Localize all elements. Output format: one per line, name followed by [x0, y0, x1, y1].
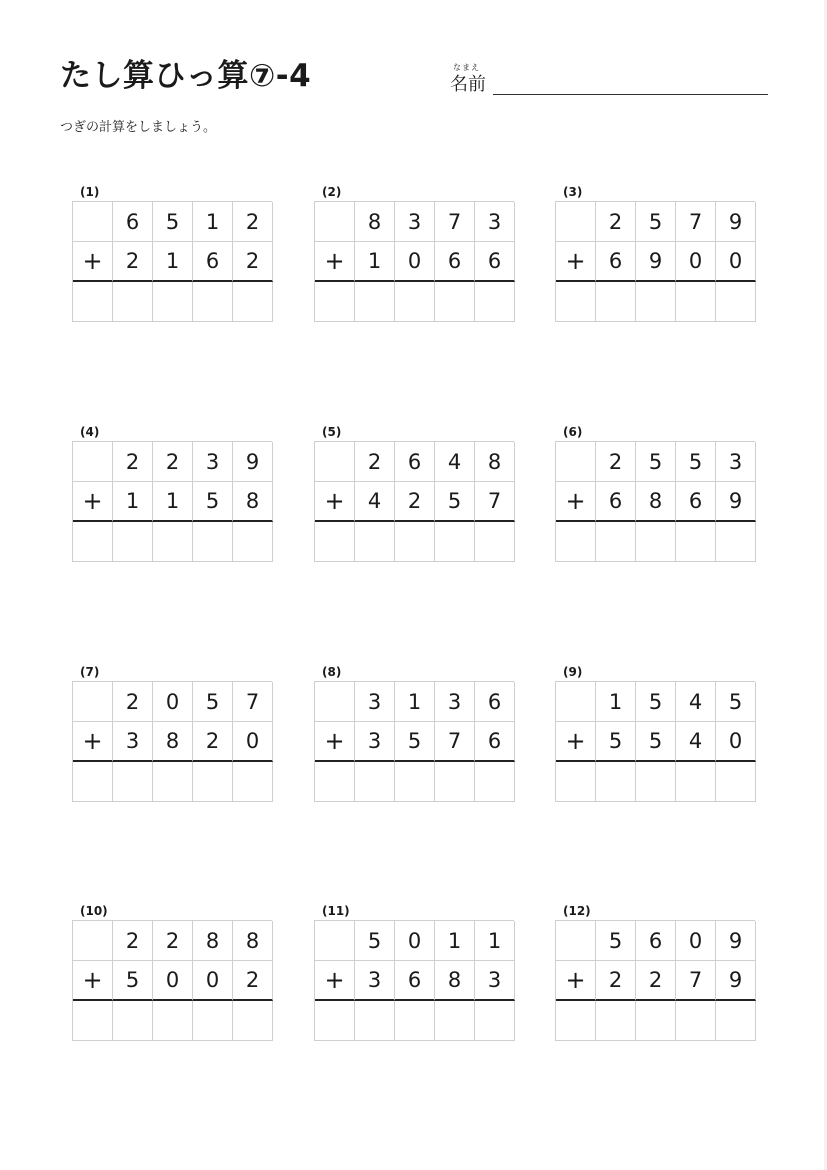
top-digit: 6 — [636, 921, 676, 961]
problem-label: (8) — [322, 665, 342, 679]
bottom-digit: 3 — [355, 961, 395, 1001]
plus-sign: + — [556, 242, 596, 282]
answer-cell[interactable] — [395, 282, 435, 322]
instruction-text: つぎの計算をしましょう。 — [60, 120, 217, 135]
top-digit: 2 — [596, 202, 636, 242]
answer-cell[interactable] — [475, 1001, 515, 1041]
bottom-digit: 6 — [475, 722, 515, 762]
problem-label: (1) — [80, 185, 100, 199]
bottom-digit: 0 — [716, 722, 756, 762]
answer-cell[interactable] — [556, 282, 596, 322]
answer-cell[interactable] — [193, 522, 233, 562]
bottom-digit: 0 — [676, 242, 716, 282]
top-digit: 6 — [395, 442, 435, 482]
answer-cell[interactable] — [556, 522, 596, 562]
addition-grid — [72, 681, 272, 802]
empty-cell — [73, 202, 113, 242]
bottom-digit: 2 — [233, 242, 273, 282]
problem-11 — [314, 904, 514, 1040]
top-digit: 0 — [395, 921, 435, 961]
answer-cell[interactable] — [355, 762, 395, 802]
bottom-digit: 4 — [355, 482, 395, 522]
problem-7 — [72, 665, 272, 801]
bottom-digit: 0 — [716, 242, 756, 282]
top-digit: 4 — [676, 682, 716, 722]
answer-cell[interactable] — [73, 1001, 113, 1041]
bottom-digit: 6 — [435, 242, 475, 282]
problem-label: (6) — [563, 425, 583, 439]
answer-cell[interactable] — [475, 762, 515, 802]
answer-cell[interactable] — [475, 282, 515, 322]
top-digit: 5 — [636, 442, 676, 482]
top-digit: 3 — [395, 202, 435, 242]
addition-grid — [314, 920, 514, 1041]
answer-cell[interactable] — [355, 282, 395, 322]
top-digit: 3 — [475, 202, 515, 242]
answer-cell[interactable] — [153, 282, 193, 322]
answer-cell[interactable] — [596, 522, 636, 562]
answer-cell[interactable] — [435, 1001, 475, 1041]
answer-cell[interactable] — [153, 1001, 193, 1041]
bottom-digit: 3 — [475, 961, 515, 1001]
top-digit: 1 — [596, 682, 636, 722]
problem-label: (5) — [322, 425, 342, 439]
plus-sign: + — [556, 482, 596, 522]
plus-sign: + — [73, 242, 113, 282]
top-digit: 3 — [193, 442, 233, 482]
answer-cell[interactable] — [233, 522, 273, 562]
empty-cell — [556, 921, 596, 961]
answer-cell[interactable] — [596, 282, 636, 322]
answer-cell[interactable] — [355, 1001, 395, 1041]
name-ruby: なまえ — [453, 63, 480, 72]
bottom-digit: 9 — [716, 961, 756, 1001]
empty-cell — [315, 202, 355, 242]
problem-9 — [555, 665, 755, 801]
empty-cell — [73, 682, 113, 722]
problem-label: (4) — [80, 425, 100, 439]
problem-label: (3) — [563, 185, 583, 199]
empty-cell — [315, 442, 355, 482]
bottom-digit: 5 — [596, 722, 636, 762]
answer-cell[interactable] — [193, 1001, 233, 1041]
plus-sign: + — [73, 961, 113, 1001]
bottom-digit: 5 — [636, 722, 676, 762]
answer-cell[interactable] — [676, 522, 716, 562]
bottom-digit: 2 — [395, 482, 435, 522]
answer-cell[interactable] — [113, 762, 153, 802]
top-digit: 5 — [636, 202, 676, 242]
addition-grid — [555, 201, 755, 322]
top-digit: 2 — [355, 442, 395, 482]
top-digit: 5 — [355, 921, 395, 961]
name-label: 名前 — [450, 74, 486, 95]
answer-cell[interactable] — [435, 282, 475, 322]
bottom-digit: 2 — [193, 722, 233, 762]
top-digit: 2 — [596, 442, 636, 482]
top-digit: 8 — [475, 442, 515, 482]
answer-cell[interactable] — [193, 282, 233, 322]
top-digit: 7 — [435, 202, 475, 242]
top-digit: 5 — [716, 682, 756, 722]
answer-cell[interactable] — [676, 762, 716, 802]
answer-cell[interactable] — [596, 1001, 636, 1041]
top-digit: 3 — [435, 682, 475, 722]
top-digit: 3 — [355, 682, 395, 722]
answer-cell[interactable] — [716, 1001, 756, 1041]
bottom-digit: 9 — [636, 242, 676, 282]
answer-cell[interactable] — [636, 282, 676, 322]
bottom-digit: 6 — [395, 961, 435, 1001]
plus-sign: + — [73, 722, 113, 762]
answer-cell[interactable] — [475, 522, 515, 562]
top-digit: 2 — [153, 442, 193, 482]
answer-cell[interactable] — [435, 522, 475, 562]
bottom-digit: 1 — [153, 482, 193, 522]
bottom-digit: 7 — [676, 961, 716, 1001]
bottom-digit: 0 — [395, 242, 435, 282]
top-digit: 1 — [193, 202, 233, 242]
plus-sign: + — [315, 961, 355, 1001]
answer-cell[interactable] — [395, 762, 435, 802]
top-digit: 1 — [435, 921, 475, 961]
bottom-digit: 8 — [636, 482, 676, 522]
top-digit: 2 — [233, 202, 273, 242]
bottom-digit: 7 — [435, 722, 475, 762]
top-digit: 1 — [475, 921, 515, 961]
answer-cell[interactable] — [676, 1001, 716, 1041]
bottom-digit: 2 — [233, 961, 273, 1001]
bottom-digit: 5 — [113, 961, 153, 1001]
empty-cell — [73, 442, 113, 482]
problem-label: (10) — [80, 904, 108, 918]
bottom-digit: 6 — [596, 242, 636, 282]
problem-12 — [555, 904, 755, 1040]
empty-cell — [315, 682, 355, 722]
bottom-digit: 6 — [596, 482, 636, 522]
top-digit: 5 — [676, 442, 716, 482]
bottom-digit: 0 — [193, 961, 233, 1001]
bottom-digit: 3 — [113, 722, 153, 762]
answer-cell[interactable] — [113, 282, 153, 322]
top-digit: 5 — [596, 921, 636, 961]
bottom-digit: 8 — [435, 961, 475, 1001]
bottom-digit: 1 — [153, 242, 193, 282]
answer-cell[interactable] — [113, 522, 153, 562]
answer-cell[interactable] — [676, 282, 716, 322]
empty-cell — [556, 442, 596, 482]
answer-cell[interactable] — [636, 522, 676, 562]
answer-cell[interactable] — [193, 762, 233, 802]
page-title: たし算ひっ算⑦-4 — [60, 58, 312, 94]
top-digit: 7 — [233, 682, 273, 722]
top-digit: 6 — [113, 202, 153, 242]
bottom-digit: 2 — [636, 961, 676, 1001]
bottom-digit: 1 — [355, 242, 395, 282]
empty-cell — [556, 202, 596, 242]
addition-grid — [72, 441, 272, 562]
top-digit: 5 — [193, 682, 233, 722]
answer-cell[interactable] — [233, 762, 273, 802]
addition-grid — [555, 920, 755, 1041]
problem-3 — [555, 185, 755, 321]
top-digit: 2 — [153, 921, 193, 961]
answer-cell[interactable] — [315, 522, 355, 562]
top-digit: 2 — [113, 442, 153, 482]
bottom-digit: 9 — [716, 482, 756, 522]
answer-cell[interactable] — [556, 1001, 596, 1041]
answer-cell[interactable] — [73, 762, 113, 802]
addition-grid — [555, 441, 755, 562]
problem-6 — [555, 425, 755, 561]
bottom-digit: 7 — [475, 482, 515, 522]
top-digit: 8 — [355, 202, 395, 242]
bottom-digit: 0 — [153, 961, 193, 1001]
bottom-digit: 1 — [113, 482, 153, 522]
answer-cell[interactable] — [716, 522, 756, 562]
plus-sign: + — [556, 961, 596, 1001]
bottom-digit: 6 — [676, 482, 716, 522]
answer-cell[interactable] — [716, 762, 756, 802]
top-digit: 5 — [636, 682, 676, 722]
addition-grid — [314, 441, 514, 562]
top-digit: 0 — [153, 682, 193, 722]
top-digit: 1 — [395, 682, 435, 722]
bottom-digit: 6 — [475, 242, 515, 282]
plus-sign: + — [556, 722, 596, 762]
problem-1 — [72, 185, 272, 321]
problem-label: (2) — [322, 185, 342, 199]
answer-cell[interactable] — [315, 1001, 355, 1041]
answer-cell[interactable] — [315, 762, 355, 802]
top-digit: 2 — [113, 682, 153, 722]
bottom-digit: 8 — [153, 722, 193, 762]
problem-10 — [72, 904, 272, 1040]
top-digit: 9 — [716, 921, 756, 961]
top-digit: 9 — [716, 202, 756, 242]
top-digit: 9 — [233, 442, 273, 482]
answer-cell[interactable] — [596, 762, 636, 802]
answer-cell[interactable] — [435, 762, 475, 802]
addition-grid — [314, 201, 514, 322]
problem-label: (7) — [80, 665, 100, 679]
problem-label: (12) — [563, 904, 591, 918]
name-field — [450, 62, 770, 96]
problem-4 — [72, 425, 272, 561]
bottom-digit: 2 — [113, 242, 153, 282]
answer-cell[interactable] — [716, 282, 756, 322]
bottom-digit: 8 — [233, 482, 273, 522]
answer-cell[interactable] — [315, 282, 355, 322]
problem-2 — [314, 185, 514, 321]
answer-cell[interactable] — [395, 522, 435, 562]
bottom-digit: 2 — [596, 961, 636, 1001]
plus-sign: + — [315, 722, 355, 762]
addition-grid — [72, 201, 272, 322]
addition-grid — [555, 681, 755, 802]
problem-8 — [314, 665, 514, 801]
answer-cell[interactable] — [153, 522, 193, 562]
addition-grid — [72, 920, 272, 1041]
answer-cell[interactable] — [636, 762, 676, 802]
bottom-digit: 6 — [193, 242, 233, 282]
top-digit: 3 — [716, 442, 756, 482]
top-digit: 0 — [676, 921, 716, 961]
empty-cell — [315, 921, 355, 961]
answer-cell[interactable] — [233, 1001, 273, 1041]
answer-cell[interactable] — [153, 762, 193, 802]
bottom-digit: 5 — [193, 482, 233, 522]
bottom-digit: 3 — [355, 722, 395, 762]
top-digit: 8 — [233, 921, 273, 961]
answer-cell[interactable] — [355, 522, 395, 562]
problem-label: (9) — [563, 665, 583, 679]
answer-cell[interactable] — [73, 522, 113, 562]
top-digit: 8 — [193, 921, 233, 961]
answer-cell[interactable] — [395, 1001, 435, 1041]
problem-label: (11) — [322, 904, 350, 918]
top-digit: 6 — [475, 682, 515, 722]
answer-cell[interactable] — [556, 762, 596, 802]
problem-5 — [314, 425, 514, 561]
bottom-digit: 5 — [395, 722, 435, 762]
bottom-digit: 4 — [676, 722, 716, 762]
plus-sign: + — [315, 242, 355, 282]
empty-cell — [73, 921, 113, 961]
empty-cell — [556, 682, 596, 722]
top-digit: 2 — [113, 921, 153, 961]
bottom-digit: 0 — [233, 722, 273, 762]
answer-cell[interactable] — [636, 1001, 676, 1041]
addition-grid — [314, 681, 514, 802]
top-digit: 4 — [435, 442, 475, 482]
plus-sign: + — [73, 482, 113, 522]
answer-cell[interactable] — [233, 282, 273, 322]
bottom-digit: 5 — [435, 482, 475, 522]
top-digit: 5 — [153, 202, 193, 242]
answer-cell[interactable] — [73, 282, 113, 322]
name-write-line[interactable] — [493, 94, 768, 95]
top-digit: 7 — [676, 202, 716, 242]
plus-sign: + — [315, 482, 355, 522]
answer-cell[interactable] — [113, 1001, 153, 1041]
